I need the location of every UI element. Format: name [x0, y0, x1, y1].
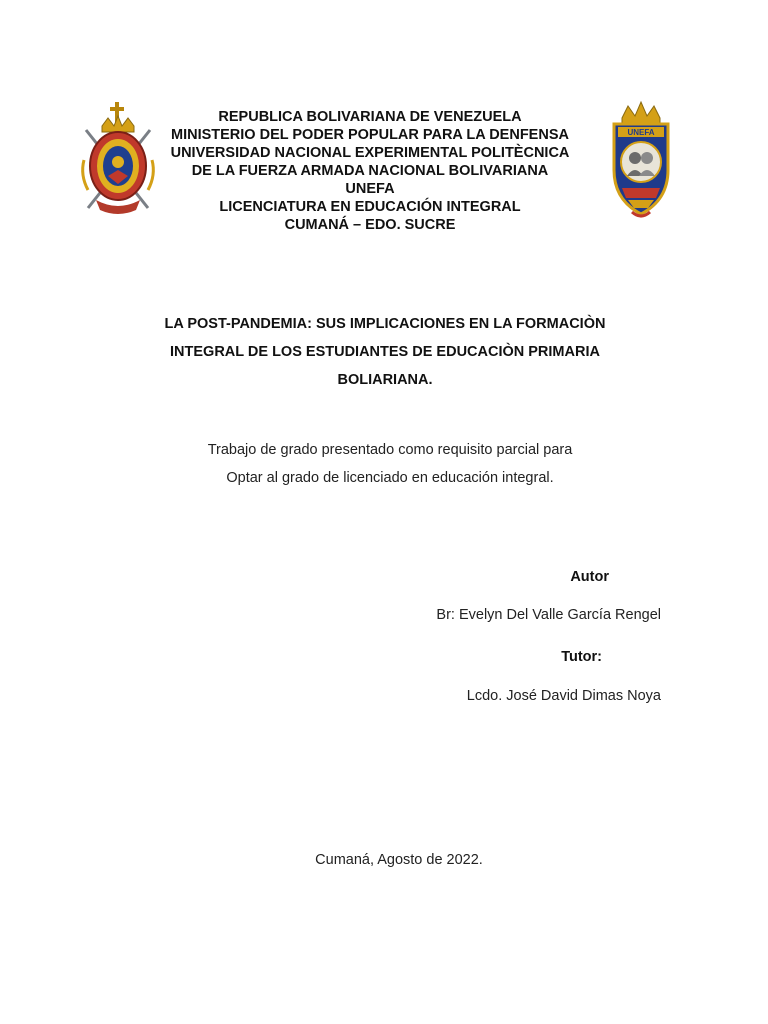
header-line: UNIVERSIDAD NACIONAL EXPERIMENTAL POLITÈCNICA — [170, 145, 570, 161]
author-name: Br: Evelyn Del Valle García Rengel — [436, 607, 661, 623]
tutor-label: Tutor: — [561, 649, 602, 665]
header-line: LICENCIATURA EN EDUCACIÓN INTEGRAL — [219, 199, 521, 215]
title-line: BOLIARIANA. — [337, 372, 433, 388]
degree-statement — [150, 436, 630, 492]
title-line: LA POST-PANDEMIA: SUS IMPLICACIONES EN LA FORMACIÒN — [164, 316, 606, 332]
document-date: Cumaná, Agosto de 2022. — [315, 852, 483, 868]
thesis-title — [150, 310, 620, 394]
header-line: DE LA FUERZA ARMADA NACIONAL BOLIVARIANA — [191, 163, 549, 179]
institution-header — [140, 108, 600, 234]
header-line: MINISTERIO DEL PODER POPULAR PARA LA DENFENSA — [171, 127, 569, 143]
subtitle-line: Trabajo de grado presentado como requisito parcial para — [207, 442, 573, 458]
tutor-name: Lcdo. José David Dimas Noya — [466, 688, 661, 704]
author-label: Autor — [570, 569, 609, 585]
header-line: UNEFA — [345, 181, 395, 197]
header-line: REPUBLICA BOLIVARIANA DE VENEZUELA — [218, 109, 522, 125]
title-line: INTEGRAL DE LOS ESTUDIANTES DE EDUCACIÒN PRIMARIA — [170, 344, 600, 360]
subtitle-line: Optar al grado de licenciado en educación integral. — [226, 470, 554, 486]
header-line: CUMANÁ – EDO. SUCRE — [284, 217, 456, 233]
logo-text: UNEFA — [627, 128, 655, 137]
unefa-shield-icon — [608, 100, 674, 222]
